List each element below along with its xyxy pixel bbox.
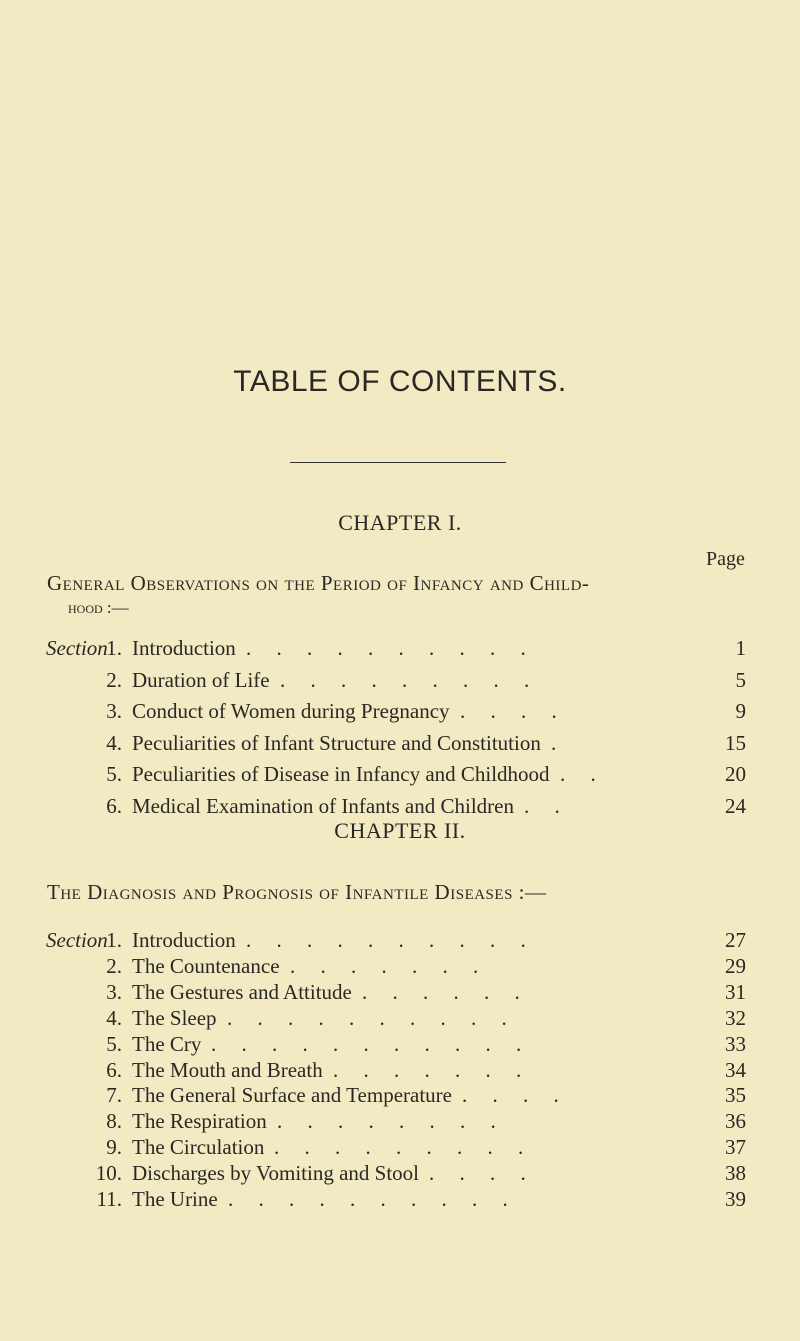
- dot-leader: . . . . . . .: [290, 953, 489, 978]
- entry-title: Peculiarities of Disease in Infancy and Childhood: [132, 762, 550, 787]
- entry-number: 6.: [106, 794, 122, 818]
- dot-leader: . . . . . . . . . . .: [211, 1031, 532, 1056]
- entry-title: Duration of Life: [132, 667, 270, 692]
- entry-title: The Cry: [132, 1031, 202, 1056]
- entry-title: The Urine: [132, 1187, 218, 1211]
- entry-page-number: 34: [725, 1057, 746, 1082]
- entry-page-number: 20: [725, 762, 746, 787]
- entry-title: Introduction: [132, 636, 236, 660]
- entry-number: 11.: [96, 1187, 122, 1211]
- entry-number: 2.: [106, 953, 122, 978]
- dot-leader: . . . .: [460, 699, 567, 724]
- entry-title: The Mouth and Breath: [132, 1057, 323, 1082]
- chapter-2-label: CHAPTER II.: [334, 818, 466, 843]
- page-column-label: Page: [706, 548, 745, 570]
- entry-page-number: 32: [725, 1005, 746, 1030]
- entry-number: 3.: [106, 979, 122, 1004]
- dot-leader: . . . . . .: [362, 979, 530, 1004]
- toc-entry: [0, 668, 800, 700]
- entry-page-number: 27: [725, 928, 746, 952]
- toc-entry: [0, 731, 800, 763]
- entry-title: The General Surface and Temperature: [132, 1083, 452, 1108]
- title-divider: [290, 462, 506, 463]
- entry-page-number: 31: [725, 979, 746, 1004]
- dot-leader: . . . .: [462, 1083, 569, 1108]
- dot-leader: . . . . . . . . . .: [246, 636, 536, 660]
- dot-leader: . . . . . . . . . .: [228, 1187, 518, 1211]
- dot-leader: . . . . . . . . .: [280, 667, 540, 692]
- entry-number: 10.: [95, 1161, 122, 1186]
- entry-page-number: 15: [725, 730, 746, 755]
- toc-entry: [0, 699, 800, 731]
- entry-number: 5.: [106, 762, 122, 787]
- dot-leader: .: [551, 730, 567, 755]
- entry-title: The Respiration: [132, 1109, 267, 1134]
- toc-entry: [0, 636, 800, 668]
- dot-leader: . .: [524, 794, 570, 818]
- chapter-1-heading: General Observations on the Period of Infancy and Child-: [47, 571, 590, 595]
- entry-number: 2.: [106, 667, 122, 692]
- entry-page-number: 35: [725, 1083, 746, 1108]
- entry-number: 9.: [106, 1135, 122, 1160]
- toc-entry: [0, 762, 800, 794]
- entry-page-number: 5: [735, 667, 746, 692]
- chapter-1-label: CHAPTER I.: [338, 510, 462, 535]
- entry-number: 1.: [106, 636, 122, 660]
- entry-page-number: 29: [725, 953, 746, 978]
- toc-entry: [0, 1187, 800, 1219]
- entry-title: Discharges by Vomiting and Stool: [132, 1161, 420, 1186]
- entry-title: Introduction: [132, 928, 236, 952]
- entry-number: 3.: [106, 699, 122, 724]
- entry-page-number: 33: [725, 1031, 746, 1056]
- entry-page-number: 39: [725, 1187, 746, 1211]
- entry-title: The Sleep: [132, 1005, 217, 1030]
- page-title: TABLE OF CONTENTS.: [233, 365, 567, 398]
- entry-number: 4.: [106, 1005, 122, 1030]
- entry-title: The Gestures and Attitude: [132, 979, 352, 1004]
- entry-title: Peculiarities of Infant Structure and Constitution: [132, 730, 541, 755]
- entry-page-number: 24: [725, 794, 746, 818]
- dot-leader: . . . . . . . . .: [274, 1135, 534, 1160]
- entry-title: Conduct of Women during Pregnancy: [132, 699, 450, 724]
- entry-number: 5.: [106, 1031, 122, 1056]
- entry-page-number: 37: [725, 1135, 746, 1160]
- entry-page-number: 1: [735, 636, 746, 660]
- chapter-1-heading-cont: hood :—: [68, 598, 129, 617]
- dot-leader: . . . .: [429, 1161, 536, 1186]
- entry-page-number: 36: [725, 1109, 746, 1134]
- entry-title: The Circulation: [132, 1135, 265, 1160]
- section-label: Section: [46, 928, 108, 952]
- dot-leader: . . . . . . .: [333, 1057, 532, 1082]
- entry-number: 1.: [106, 928, 122, 952]
- entry-number: 4.: [106, 730, 122, 755]
- chapter-2-heading: The Diagnosis and Prognosis of Infantile Diseases :—: [47, 880, 547, 904]
- section-label: Section: [46, 636, 108, 660]
- dot-leader: . . . . . . . .: [277, 1109, 506, 1134]
- entry-title: The Countenance: [132, 953, 280, 978]
- entry-page-number: 9: [735, 699, 746, 724]
- dot-leader: . . . . . . . . . .: [246, 928, 536, 952]
- entry-number: 7.: [106, 1083, 122, 1108]
- entry-number: 6.: [106, 1057, 122, 1082]
- dot-leader: . . . . . . . . . .: [227, 1005, 517, 1030]
- entry-title: Medical Examination of Infants and Children: [132, 794, 514, 818]
- dot-leader: . .: [560, 762, 606, 787]
- entry-page-number: 38: [725, 1161, 746, 1186]
- entry-number: 8.: [106, 1109, 122, 1134]
